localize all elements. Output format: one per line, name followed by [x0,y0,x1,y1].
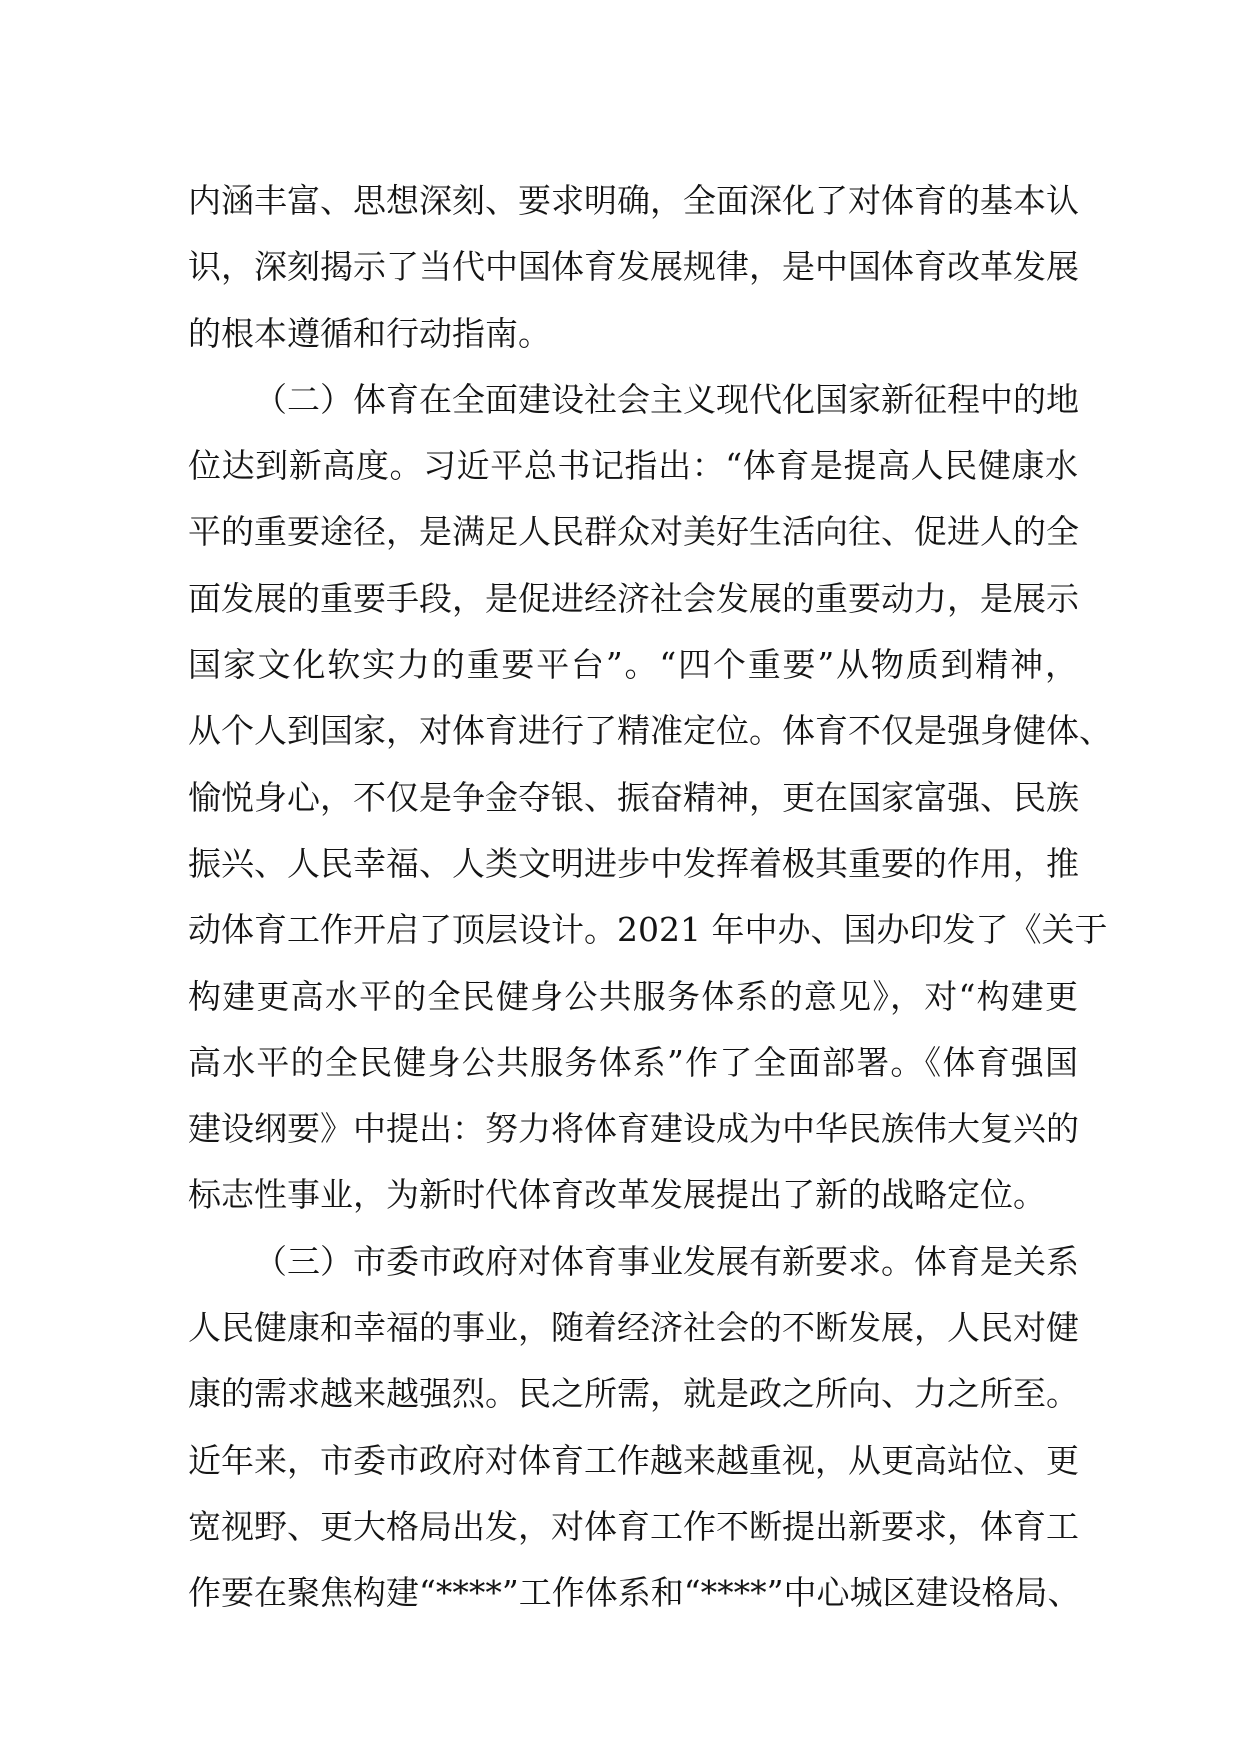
section-heading-3: （三）市委市政府对体育事业发展有新要求。体育是关系 [254,1241,1079,1281]
text-line-3: 的根本遵循和行动指南。 [188,313,551,353]
text-line-12: 动体育工作开启了顶层设计。2021 年中办、国办印发了《关于 [188,910,1108,950]
text-line-22: 作要在聚焦构建“****”工作体系和“****”中心城区建设格局、 [188,1573,1081,1613]
text-line-16: 标志性事业，为新时代体育改革发展提出了新的战略定位。 [188,1175,1046,1215]
text-line-8: 国家文化软实力的重要平台”。“四个重要”从物质到精神， [188,645,1078,685]
text-line-9: 从个人到国家，对体育进行了精准定位。体育不仅是强身健体、 [188,711,1112,751]
text-line-18: 人民健康和幸福的事业，随着经济社会的不断发展，人民对健 [188,1308,1079,1348]
text-line-10: 愉悦身心，不仅是争金夺银、振奋精神，更在国家富强、民族 [188,777,1079,817]
text-line-2: 识，深刻揭示了当代中国体育发展规律，是中国体育改革发展 [188,247,1079,287]
text-line-15: 建设纲要》中提出：努力将体育建设成为中华民族伟大复兴的 [188,1109,1079,1149]
text-line-20: 近年来，市委市政府对体育工作越来越重视，从更高站位、更 [188,1440,1079,1480]
text-line-7: 面发展的重要手段，是促进经济社会发展的重要动力，是展示 [188,578,1079,618]
text-line-1: 内涵丰富、思想深刻、要求明确，全面深化了对体育的基本认 [188,181,1079,220]
text-line-19: 康的需求越来越强烈。民之所需，就是政之所向、力之所至。 [188,1374,1079,1414]
text-line-14: 高水平的全民健身公共服务体系”作了全面部署。《体育强国 [188,1042,1078,1082]
section-heading-2: （二）体育在全面建设社会主义现代化国家新征程中的地 [254,379,1079,419]
text-line-6: 平的重要途径，是满足人民群众对美好生活向往、促进人的全 [188,512,1079,552]
text-line-5: 位达到新高度。习近平总书记指出：“体育是提高人民健康水 [188,446,1078,486]
text-line-11: 振兴、人民幸福、人类文明进步中发挥着极其重要的作用，推 [188,843,1079,883]
text-line-13: 构建更高水平的全民健身公共服务体系的意见》，对“构建更 [188,976,1078,1016]
text-line-21: 宽视野、更大格局出发，对体育工作不断提出新要求，体育工 [188,1506,1079,1546]
document-body [188,168,1112,1627]
